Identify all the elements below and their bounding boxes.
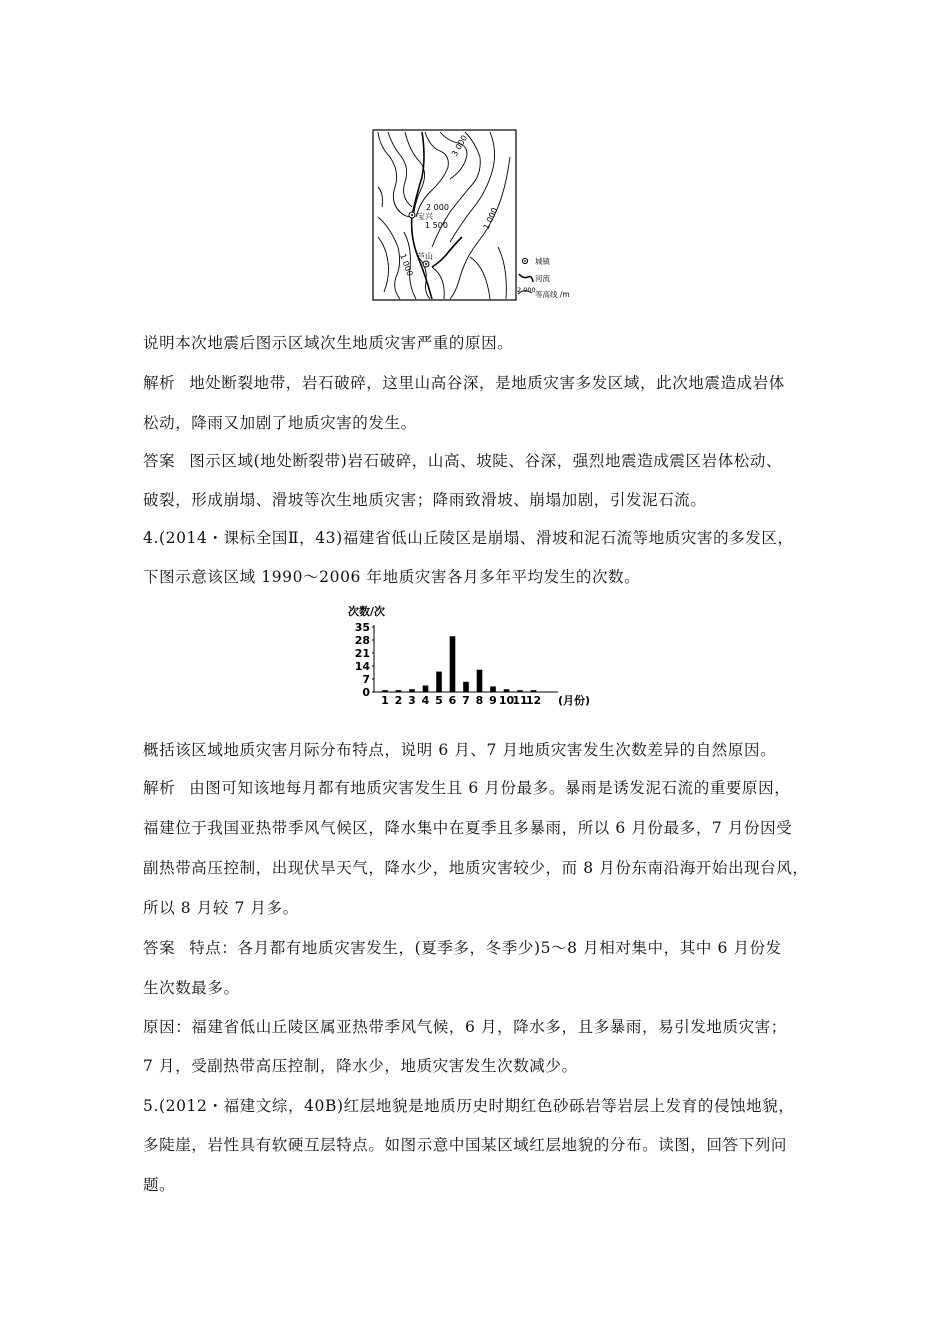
chart-y-ticks (355, 621, 374, 699)
chart-x-tick-label: 1 (381, 694, 389, 707)
contour-line (470, 257, 490, 299)
q4-analysis-line-1 (143, 778, 790, 798)
chart-x-tick-label: 12 (525, 694, 542, 707)
q4-question: 概括该区域地质灾害月际分布特点，说明 6 月、7 月地质灾害发生次数差异的自然原因。 (143, 741, 777, 759)
q3-answer-line-2: 破裂，形成崩塌、滑坡等次生地质灾害；降雨致滑坡、崩塌加剧，引发泥石流。 (143, 491, 707, 509)
chart-y-axis-label: 次数/次 (348, 605, 386, 618)
q5-line-3: 题。 (143, 1176, 176, 1194)
q5-line-2: 多陡崖，岩性具有软硬互层特点。如图示意中国某区域红层地貌的分布。读图，回答下列问 (143, 1136, 788, 1154)
contour-line (498, 247, 506, 299)
q3-analysis-text: 地处断裂地带，岩石破碎，这里山高谷深，是地质灾害多发区域，此次地震造成岩体 (189, 374, 785, 392)
q4-analysis-line-4: 所以 8 月较 7 月多。 (143, 899, 299, 917)
q4-analysis-text: 由图可知该地每月都有地质灾害发生且 6 月份最多。暴雨是诱发泥石流的重要原因， (189, 779, 791, 797)
chart-bar-4 (423, 686, 429, 693)
q3-answer-label: 答案 (143, 452, 176, 470)
contour-map-svg (370, 127, 590, 305)
q5-line-1: 5.(2012・福建文综，40B)红层地貌是地质历史时期红色砂砾岩等岩层上发育的侵蚀地貌， (143, 1097, 795, 1115)
chart-bar-1 (382, 690, 388, 692)
chart-y-tick-label: 0 (362, 686, 370, 699)
contour-line (378, 237, 389, 292)
chart-bar-9 (490, 686, 496, 692)
chart-bar-3 (409, 689, 415, 692)
chart-x-tick-label: 7 (462, 694, 470, 707)
chart-bar-12 (531, 690, 537, 692)
chart-x-tick-label: 8 (475, 694, 484, 707)
disaster-bar-chart (340, 603, 620, 713)
contour-label: 2 000 (426, 203, 449, 212)
chart-y-tick-label: 7 (362, 673, 370, 686)
legend-town-label: 城镇 (535, 257, 550, 266)
q4-answer-line-4: 7 月，受副热带高压控制，降水少，地质灾害发生次数减少。 (143, 1057, 578, 1075)
river-branch (432, 237, 462, 267)
town-marker-dot (425, 263, 427, 265)
chart-bar-5 (436, 672, 442, 692)
chart-x-tick-label: 5 (435, 694, 443, 707)
chart-x-tick-label: 11 (512, 694, 528, 707)
q4-analysis-line-2: 福建位于我国亚热带季风气候区，降水集中在夏季且多暴雨，所以 6 月份最多，7 月份因受 (143, 819, 793, 837)
chart-x-tick-label: 2 (394, 694, 403, 707)
q4-answer-line-1 (143, 938, 782, 958)
q4-intro-line-2: 下图示意该区域 1990～2006 年地质灾害各月多年平均发生的次数。 (143, 568, 641, 586)
town-label-baoxing: 宝兴 (417, 212, 433, 221)
chart-x-tick-label: 9 (489, 694, 497, 707)
chart-x-tick-label: 10 (498, 694, 515, 707)
chart-x-tick-label: 3 (408, 694, 416, 707)
contour-label: 1 000 (481, 206, 500, 231)
chart-x-axis-label: (月份) (558, 694, 591, 707)
legend-town-icon-dot (524, 260, 526, 262)
q4-intro-line-1: 4.(2014・课标全国Ⅱ，43)福建省低山丘陵区是崩塌、滑坡和泥石流等地质灾害的多发区， (143, 529, 794, 547)
chart-y-tick-label: 14 (354, 660, 370, 673)
chart-bar-10 (504, 689, 510, 692)
q3-question: 说明本次地震后图示区域次生地质灾害严重的原因。 (143, 334, 514, 352)
contour-label: 1 500 (425, 221, 448, 230)
chart-x-tick-label: 4 (421, 694, 430, 707)
contour-map-figure (370, 127, 590, 305)
map-legend (517, 256, 570, 299)
q3-analysis-line-1 (143, 373, 785, 393)
q4-answer-label: 答案 (143, 939, 176, 957)
contour-label: 3 000 (449, 133, 470, 158)
contour-line (378, 187, 383, 207)
q3-analysis-label: 解析 (143, 374, 176, 392)
legend-contour-label: 等高线 /m (535, 290, 570, 299)
q4-answer-line-2: 生次数最多。 (143, 979, 240, 997)
chart-x-tick-label: 6 (448, 694, 457, 707)
q3-answer-text: 图示区域(地处断裂带)岩石破碎，山高、坡陡、谷深，强烈地震造成震区岩体松动、 (189, 452, 783, 470)
chart-bar-2 (396, 690, 402, 692)
q4-answer-text: 特点：各月都有地质灾害发生，(夏季多，冬季少)5～8 月相对集中，其中 6 月份发 (189, 939, 782, 957)
chart-bar-6 (450, 636, 456, 692)
q4-analysis-label: 解析 (143, 779, 176, 797)
contour-line (378, 217, 400, 299)
chart-bars (382, 636, 536, 692)
q3-answer-line-1 (143, 451, 782, 471)
contour-line (432, 267, 444, 299)
chart-y-tick-label: 21 (354, 647, 370, 660)
q4-analysis-line-3: 副热带高压控制，出现伏旱天气，降水少，地质灾害较少，而 8 月份东南沿海开始出现台风， (143, 859, 809, 877)
chart-y-tick-label: 35 (354, 621, 370, 634)
town-marker-dot (411, 214, 413, 216)
chart-y-tick-label: 28 (354, 634, 370, 647)
q3-analysis-line-2: 松动，降雨又加剧了地质灾害的发生。 (143, 414, 417, 432)
town-label-lushan: 芦山 (417, 252, 433, 261)
q4-answer-line-3: 原因：福建省低山丘陵区属亚热带季风气候，6 月，降水多，且多暴雨，易引发地质灾害； (143, 1018, 787, 1036)
legend-river-label: 河流 (535, 274, 550, 283)
chart-x-ticks (381, 694, 541, 707)
chart-bar-11 (517, 690, 523, 692)
contour-label: 1 000 (398, 252, 415, 278)
bar-chart-svg (340, 603, 620, 713)
chart-bar-7 (463, 682, 469, 692)
legend-river-icon (519, 274, 533, 282)
legend-contour-sample: 2 000 (517, 286, 536, 294)
contour-labels (398, 134, 499, 278)
chart-bar-8 (477, 670, 483, 692)
